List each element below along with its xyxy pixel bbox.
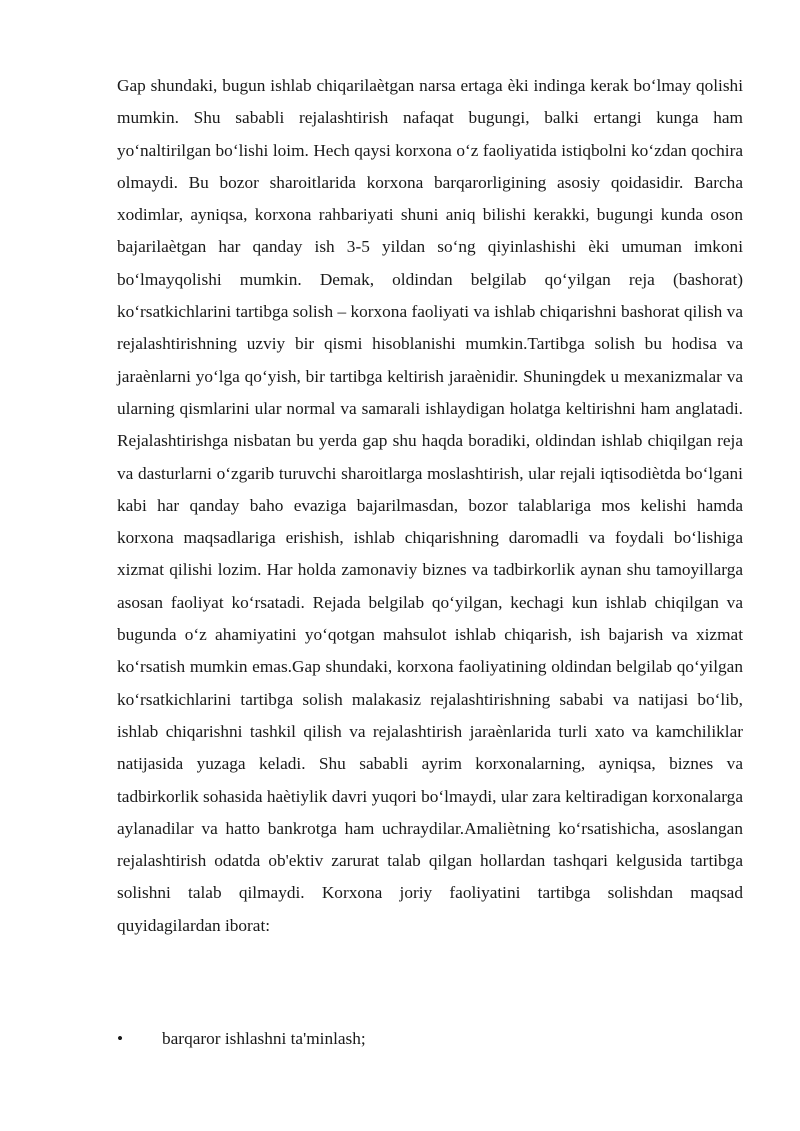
bullet-marker: • [117,1029,124,1048]
bullet-text: barqaror ishlashni ta'minlash; [162,1029,366,1048]
list-item [117,1023,743,1055]
body-paragraph: Gap shundaki, bugun ishlab chiqarilaètgan narsa ertaga èki indinga kerak boʻlmay qolishi mumkin. Shu sababli rejalashtirish nafaqat bugungi, balki ertangi kunga ham yoʻnaltirilgan boʻlishi loim. Hech qaysi korxona oʻz faoliyatida istiqbolni koʻzdan qochira olmaydi. Bu bozor sharoitlarida korxona barqarorligining asosiy qoidasidir. Barcha xodimlar, ayniqsa, korxona rahbariyati shuni aniq bilishi kerakki, bugungi kunda oson bajarilaètgan har qanday ish 3-5 yildan soʻng qiyinlashishi èki umuman imkoni boʻlmayqolishi mumkin. Demak, oldindan belgilab qoʻyilgan reja (bashorat) koʻrsatkichlarini tartibga solish – korxona faoliyati va ishlab chiqarishni bashorat qilish va rejalashtirishning uzviy bir qismi hisoblanishi mumkin.Tartibga solish bu hodisa va jaraènlarni yoʻlga qoʻyish, bir tartibga keltirish jaraènidir. Shuningdek u mexanizmalar va ularning qismlarini ular normal va samarali ishlaydigan holatga keltirishni ham anglatadi. Rejalashtirishga nisbatan bu yerda gap shu haqda boradiki, oldindan ishlab chiqilgan reja va dasturlarni oʻzgarib turuvchi sharoitlarga moslashtirish, ular rejali iqtisodiètda boʻlgani kabi har qanday baho evaziga bajarilmasdan, bozor talablariga mos kelishi hamda korxona maqsadlariga erishish, ishlab chiqarishning daromadli va foydali boʻlishiga xizmat qilishi lozim. Har holda zamonaviy biznes va tadbirkorlik aynan shu tamoyillarga asosan faoliyat koʻrsatadi. Rejada belgilab qoʻyilgan, kechagi kun ishlab chiqilgan va bugunda oʻz ahamiyatini yoʻqotgan mahsulot ishlab chiqarish, ish bajarish va xizmat koʻrsatish mumkin emas.Gap shundaki, korxona faoliyatining oldindan belgilab qoʻyilgan koʻrsatkichlarini tartibga solish malakasiz rejalashtirishning sababi va natijasi boʻlib, ishlab chiqarishni tashkil qilish va rejalashtirish jaraènlarida turli xato va kamchiliklar natijasida yuzaga keladi. Shu sababli ayrim korxonalarning, ayniqsa, biznes va tadbirkorlik sohasida haètiylik davri yuqori boʻlmaydi, ular zara keltiradigan korxonalarga aylanadilar va hatto bankrotga ham uchraydilar.Amaliètning koʻrsatishicha, asoslangan rejalashtirish odatda ob'ektiv zarurat talab qilgan hollardan tashqari kelgusida tartibga solishni talab qilmaydi. Korxona joriy faoliyatini tartibga solishdan maqsad quyidagilardan iborat: [117,76,743,935]
